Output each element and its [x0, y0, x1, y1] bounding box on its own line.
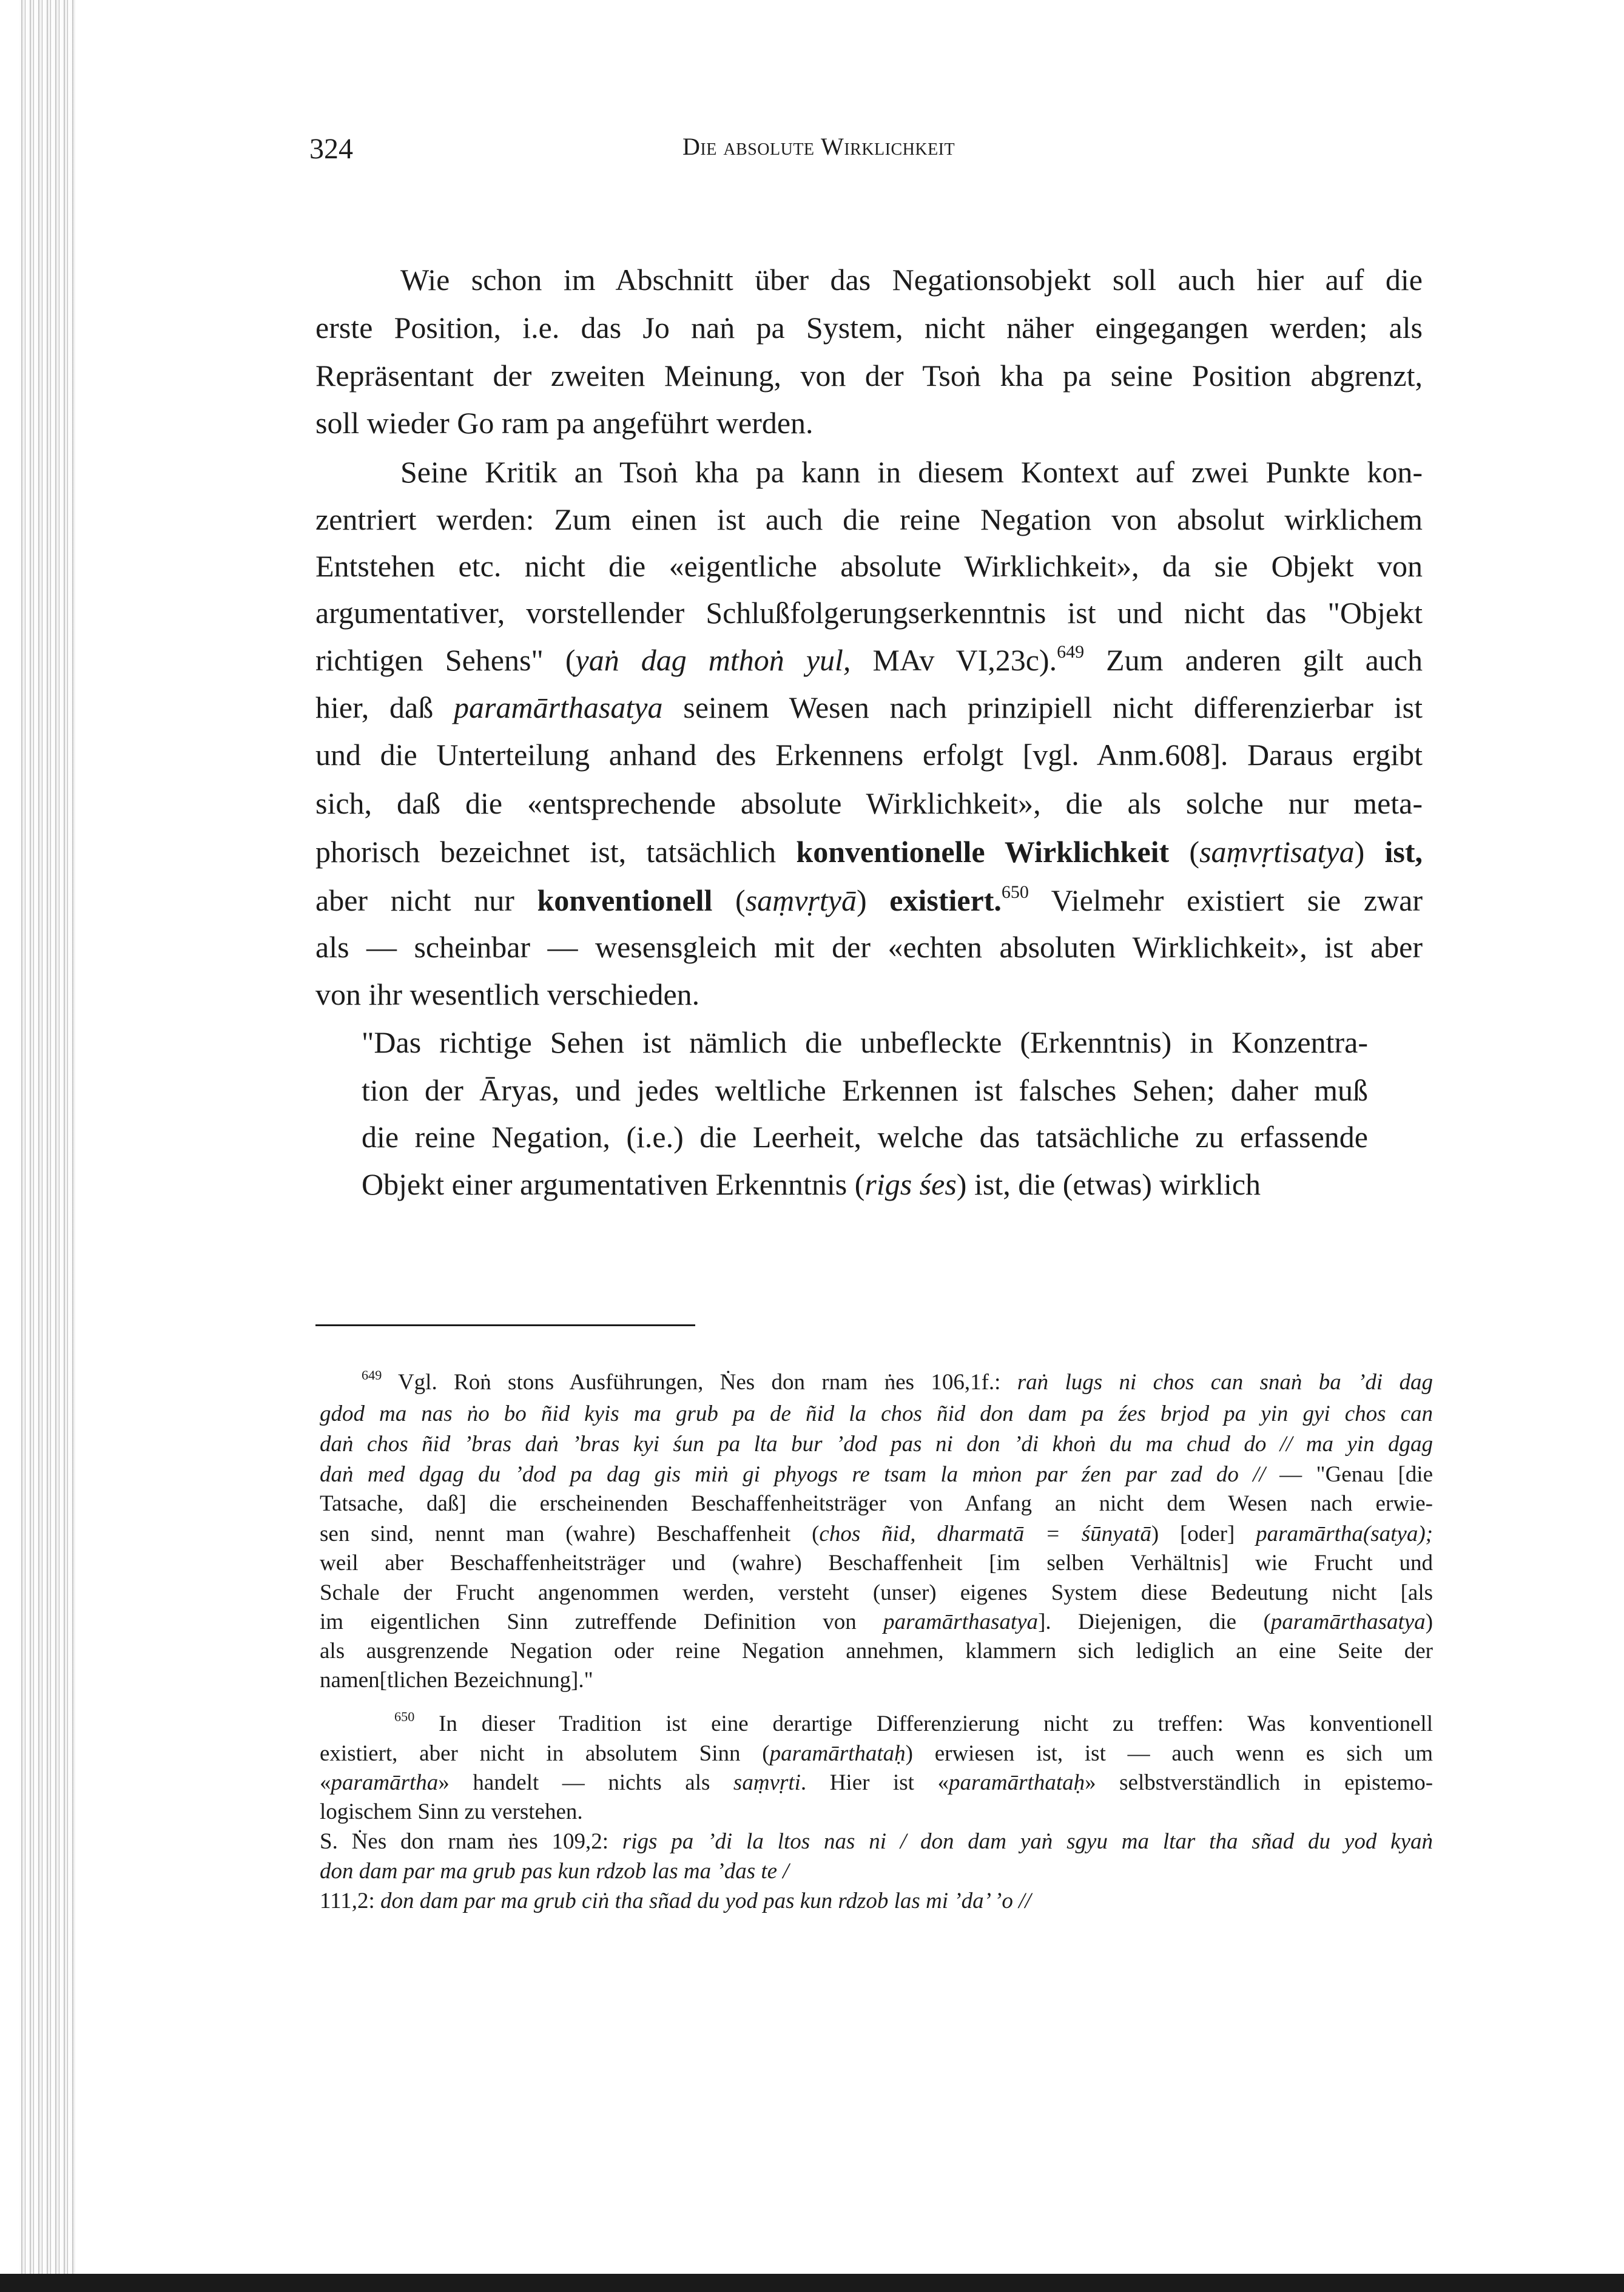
footnote-line: daṅ med dgag du ’dod pa dag gis miṅ gi phyogs re tsam la mṅon par źen par zad do // — "Genau [die — [320, 1462, 1433, 1487]
running-head: Die absolute Wirklichkeit — [682, 133, 955, 160]
footnote-line: daṅ chos ñid ’bras daṅ ’bras kyi śun pa lta bur ’dod pas ni don ’di khoṅ du ma chud do // ma yin dgag — [320, 1432, 1433, 1457]
footnote-line: 111,2: don dam par ma grub ciṅ tha sñad du yod pas kun rdzob las mi ’da’ ’o // — [320, 1889, 1031, 1913]
footnote-line: gdod ma nas ṅo bo ñid kyis ma grub pa de ñid la chos ñid don dam pa źes brjod pa yin gyi chos can — [320, 1401, 1433, 1426]
footnote-line: don dam par ma grub pas kun rdzob las ma ’das te / — [320, 1859, 789, 1884]
body-line: soll wieder Go ram pa angeführt werden. — [315, 406, 814, 440]
body-line: Entstehen etc. nicht die «eigentliche absolute Wirklichkeit», da sie Objekt von — [315, 549, 1423, 583]
body-line: Wie schon im Abschnitt über das Negationsobjekt soll auch hier auf die — [400, 263, 1423, 297]
footnote-line: namen[tlichen Bezeichnung]." — [320, 1668, 593, 1693]
quote-line: Objekt einer argumentativen Erkenntnis (rigs śes) ist, die (etwas) wirklich — [362, 1167, 1261, 1201]
footnote-separator — [315, 1324, 695, 1326]
footnote-line: $^{650}$ In dieser Tradition ist eine derartige Differenzierung nicht zu treffen: Was konventionell — [394, 1709, 1433, 1736]
body-line: sich, daß die «entsprechende absolute Wirklichkeit», die als solche nur meta- — [315, 786, 1423, 820]
footnote-line: Schale der Frucht angenommen werden, versteht (unser) eigenes System diese Bedeutung nicht [als — [320, 1580, 1433, 1605]
footnote-line: logischem Sinn zu verstehen. — [320, 1799, 583, 1824]
body-line: und die Unterteilung anhand des Erkennens erfolgt [vgl. Anm.608]. Daraus ergibt — [315, 738, 1423, 772]
body-line: phorisch bezeichnet ist, tatsächlich konventionelle Wirklichkeit (saṃvṛtisatya) ist, — [315, 835, 1423, 869]
book-binding-edge — [19, 0, 75, 2292]
body-line: Repräsentant der zweiten Meinung, von der Tsoṅ kha pa seine Position abgrenzt, — [315, 359, 1423, 393]
body-line: richtigen Sehens" (yaṅ dag mthoṅ yul, MAv VI,23c).$^{649}$ Zum anderen gilt auch — [315, 642, 1423, 677]
body-line: erste Position, i.e. das Jo naṅ pa System, nicht näher eingegangen werden; als — [315, 311, 1423, 345]
body-line: von ihr wesentlich verschieden. — [315, 977, 700, 1011]
footnote-number: 649 — [362, 1367, 382, 1383]
body-line: als — scheinbar — wesensgleich mit der «echten absoluten Wirklichkeit», ist aber — [315, 930, 1423, 964]
footnote-line: als ausgrenzende Negation oder reine Negation annehmen, klammern sich lediglich an eine Seite der — [320, 1639, 1433, 1663]
footnote-line: Tatsache, daß] die erscheinenden Beschaffenheitsträger von Anfang an nicht dem Wesen nach erwie- — [320, 1491, 1433, 1516]
footnote-line: im eigentlichen Sinn zutreffende Definition von paramārthasatya]. Diejenigen, die (paramārthasatya) — [320, 1609, 1434, 1634]
quote-line: "Das richtige Sehen ist nämlich die unbefleckte (Erkenntnis) in Konzentra- — [362, 1025, 1368, 1059]
quote-line: die reine Negation, (i.e.) die Leerheit, welche das tatsächliche zu erfassende — [362, 1120, 1368, 1154]
footnote-line: S. Ṅes don rnam ṅes 109,2: rigs pa ’di la ltos nas ni / don dam yaṅ sgyu ma ltar tha sñad du yod kyaṅ — [320, 1829, 1434, 1854]
scan-bottom-edge — [0, 2274, 1624, 2292]
footnote-line: «paramārtha» handelt — nichts als saṃvṛti. Hier ist «paramārthataḥ» selbstverständlich in epistemo- — [320, 1770, 1434, 1795]
footnote-ref-650[interactable]: 650 — [1001, 882, 1029, 903]
footnote-line: $^{649}$ Vgl. Roṅ stons Ausführungen, Ṅes don rnam ṅes 106,1f.: raṅ lugs ni chos can snaṅ ba ’di dag — [362, 1367, 1434, 1395]
body-line: zentriert werden: Zum einen ist auch die reine Negation von absolut wirklichem — [315, 502, 1423, 536]
page-number: 324 — [309, 133, 353, 165]
body-line: hier, daß paramārthasatya seinem Wesen nach prinzipiell nicht differenzierbar ist — [315, 690, 1423, 724]
quote-line: tion der Āryas, und jedes weltliche Erkennen ist falsches Sehen; daher muß — [362, 1073, 1368, 1107]
body-line: aber nicht nur konventionell (saṃvṛtyā) existiert.$^{650}$ Vielmehr existiert sie zwar — [315, 882, 1423, 917]
body-line: argumentativer, vorstellender Schlußfolgerungserkenntnis ist und nicht das "Objekt — [315, 596, 1423, 630]
footnote-number: 650 — [394, 1709, 415, 1725]
footnote-line: existiert, aber nicht in absolutem Sinn (paramārthataḥ) erwiesen ist, ist — auch wenn es sich um — [320, 1741, 1433, 1766]
footnote-ref-649[interactable]: 649 — [1057, 642, 1085, 662]
footnote-line: weil aber Beschaffenheitsträger und (wahre) Beschaffenheit [im selben Verhältnis] wie Frucht und — [320, 1551, 1433, 1576]
footnote-line: sen sind, nennt man (wahre) Beschaffenheit (chos ñid, dharmatā = śūnyatā) [oder] paramārtha(satya); — [320, 1522, 1433, 1546]
body-line: Seine Kritik an Tsoṅ kha pa kann in diesem Kontext auf zwei Punkte kon- — [400, 455, 1423, 489]
